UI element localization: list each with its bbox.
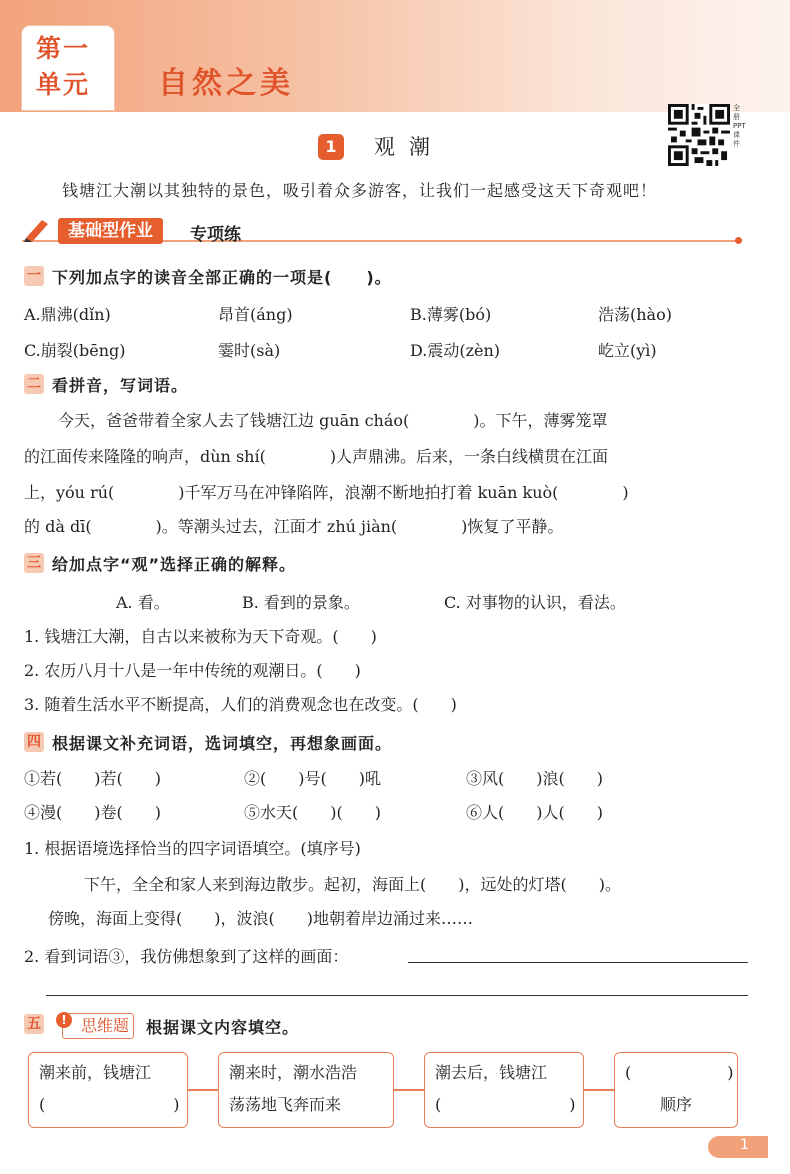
option-item: 鼎沸(dǐn) — [40, 305, 111, 324]
flow-box-2 — [218, 1052, 394, 1128]
q4-sub1-line1[interactable]: 下午，全全和家人来到海边散步。起初，海面上( )，远处的灯塔( )。 — [84, 875, 621, 894]
option-key: A. — [24, 305, 41, 324]
flow-box-3-line2: ( ) — [435, 1095, 576, 1114]
flow-box-1[interactable] — [28, 1052, 188, 1128]
page-number-tab — [708, 1136, 768, 1158]
q4-sub1-line2[interactable]: 傍晚，海面上变得( )，波浪( )地朝着岸边涌过来…… — [48, 909, 473, 928]
q1-title: 下列加点字的读音全部正确的一项是( )。 — [52, 268, 392, 287]
q4-sub1-title: 1. 根据语境选择恰当的四字词语填空。(填序号) — [24, 839, 361, 858]
unit-line2: 单元 — [36, 70, 91, 99]
q4-sub2-title: 2. 看到词语③，我仿佛想象到了这样的画面： — [24, 947, 349, 966]
page-number: 1 — [740, 1137, 749, 1153]
q2-line-1[interactable]: 今天，爸爸带着全家人去了钱塘江边 guān cháo( )。下午，薄雾笼罩 — [58, 411, 608, 430]
q3-item-3[interactable]: 3. 随着生活水平不断提高，人们的消费观念也在改变。( ) — [24, 695, 457, 714]
q4-word-3[interactable]: ③风( )浪( ) — [466, 769, 603, 788]
flow-connector — [188, 1089, 218, 1091]
q4-word-1[interactable]: ①若( )若( ) — [24, 769, 161, 788]
q4-tag: 四 — [24, 732, 44, 752]
q1-option-d-item2: 屹立(yì) — [598, 341, 657, 360]
lesson-number: 1 — [318, 134, 344, 160]
flow-box-1-line1: 潮来前，钱塘江 — [39, 1063, 152, 1082]
q1-tag: 一 — [24, 266, 44, 286]
q1-option-a[interactable] — [24, 302, 111, 325]
section-banner-label: 基础型作业 — [58, 218, 163, 244]
q1-option-d[interactable] — [410, 338, 500, 361]
section-banner-sub: 专项练 — [190, 225, 241, 245]
exclamation-icon: ! — [56, 1012, 72, 1028]
thinking-badge: 思维题 — [62, 1013, 134, 1039]
q2-line-4[interactable]: 的 dà dī( )。等潮头过去，江面才 zhú jiàn( )恢复了平静。 — [24, 517, 564, 536]
option-item: 崩裂(bēng) — [40, 341, 126, 360]
q4-title: 根据课文补充词语，选词填空，再想象画面。 — [52, 734, 393, 753]
qr-code-icon[interactable] — [668, 104, 730, 166]
answer-line-2[interactable] — [46, 995, 748, 996]
q1-option-c-item2: 霎时(sà) — [218, 341, 281, 360]
q4-word-6[interactable]: ⑥人( )人( ) — [466, 803, 603, 822]
q2-line-2[interactable]: 的江面传来隆隆的响声，dùn shí( )人声鼎沸。后来，一条白线横贯在江面 — [24, 447, 609, 466]
pencil-icon — [22, 216, 62, 242]
option-item: 薄雾(bó) — [426, 305, 492, 324]
q1-option-a-item2: 昂首(áng) — [218, 305, 293, 324]
q3-item-1[interactable]: 1. 钱塘江大潮，自古以来被称为天下奇观。( ) — [24, 627, 377, 646]
q3-choice-c: C. 对事物的认识，看法。 — [444, 593, 626, 612]
q5-tag: 五 — [24, 1014, 44, 1034]
q3-item-2[interactable]: 2. 农历八月十八是一年中传统的观潮日。( ) — [24, 661, 361, 680]
flow-box-3-line1: 潮去后，钱塘江 — [435, 1063, 548, 1082]
q1-option-c[interactable] — [24, 338, 126, 361]
q2-line-3[interactable]: 上，yóu rú( )千军万马在冲锋陷阵，浪潮不断地拍打着 kuān kuò( ) — [24, 483, 629, 502]
option-key: D. — [410, 341, 428, 360]
q4-word-4[interactable]: ④漫( )卷( ) — [24, 803, 161, 822]
q4-word-2[interactable]: ②( )号( )吼 — [244, 769, 381, 788]
option-key: C. — [24, 341, 41, 360]
option-item: 震动(zèn) — [427, 341, 501, 360]
flow-box-2-line1: 潮来时，潮水浩浩 — [229, 1063, 358, 1082]
header-band — [0, 0, 790, 112]
q1-option-b[interactable] — [410, 302, 491, 325]
unit-title: 自然之美 — [158, 66, 294, 101]
q2-title: 看拼音，写词语。 — [52, 376, 189, 395]
lesson-title: 观潮 — [374, 135, 444, 159]
q1-option-b-item2: 浩荡(hào) — [598, 305, 672, 324]
unit-badge — [22, 26, 114, 110]
flow-box-4-line1: ( ) — [625, 1063, 734, 1082]
flow-box-2-line2: 荡荡地飞奔而来 — [229, 1095, 342, 1114]
flow-connector — [394, 1089, 424, 1091]
lesson-intro: 钱塘江大潮以其独特的景色，吸引着众多游客，让我们一起感受这天下奇观吧！ — [62, 181, 658, 200]
q3-choice-b: B. 看到的景象。 — [242, 593, 360, 612]
q3-tag: 三 — [24, 553, 44, 573]
flow-box-4[interactable] — [614, 1052, 738, 1128]
flow-box-4-line2: 顺序 — [659, 1095, 692, 1114]
q3-choice-a: A. 看。 — [116, 593, 170, 612]
answer-line-1[interactable] — [408, 962, 748, 963]
q5-title: 根据课文内容填空。 — [146, 1018, 300, 1037]
q2-tag: 二 — [24, 374, 44, 394]
flow-box-1-line2: ( ) — [39, 1095, 180, 1114]
section-divider-dot — [735, 237, 742, 244]
option-key: B. — [410, 305, 427, 324]
flow-connector — [584, 1089, 614, 1091]
qr-caption: 全册PPT课件 — [733, 104, 746, 148]
q4-word-5[interactable]: ⑤水天( )( ) — [244, 803, 381, 822]
unit-line1: 第一 — [36, 34, 91, 63]
q3-title: 给加点字“观”选择正确的解释。 — [52, 555, 297, 574]
flow-box-3[interactable] — [424, 1052, 584, 1128]
